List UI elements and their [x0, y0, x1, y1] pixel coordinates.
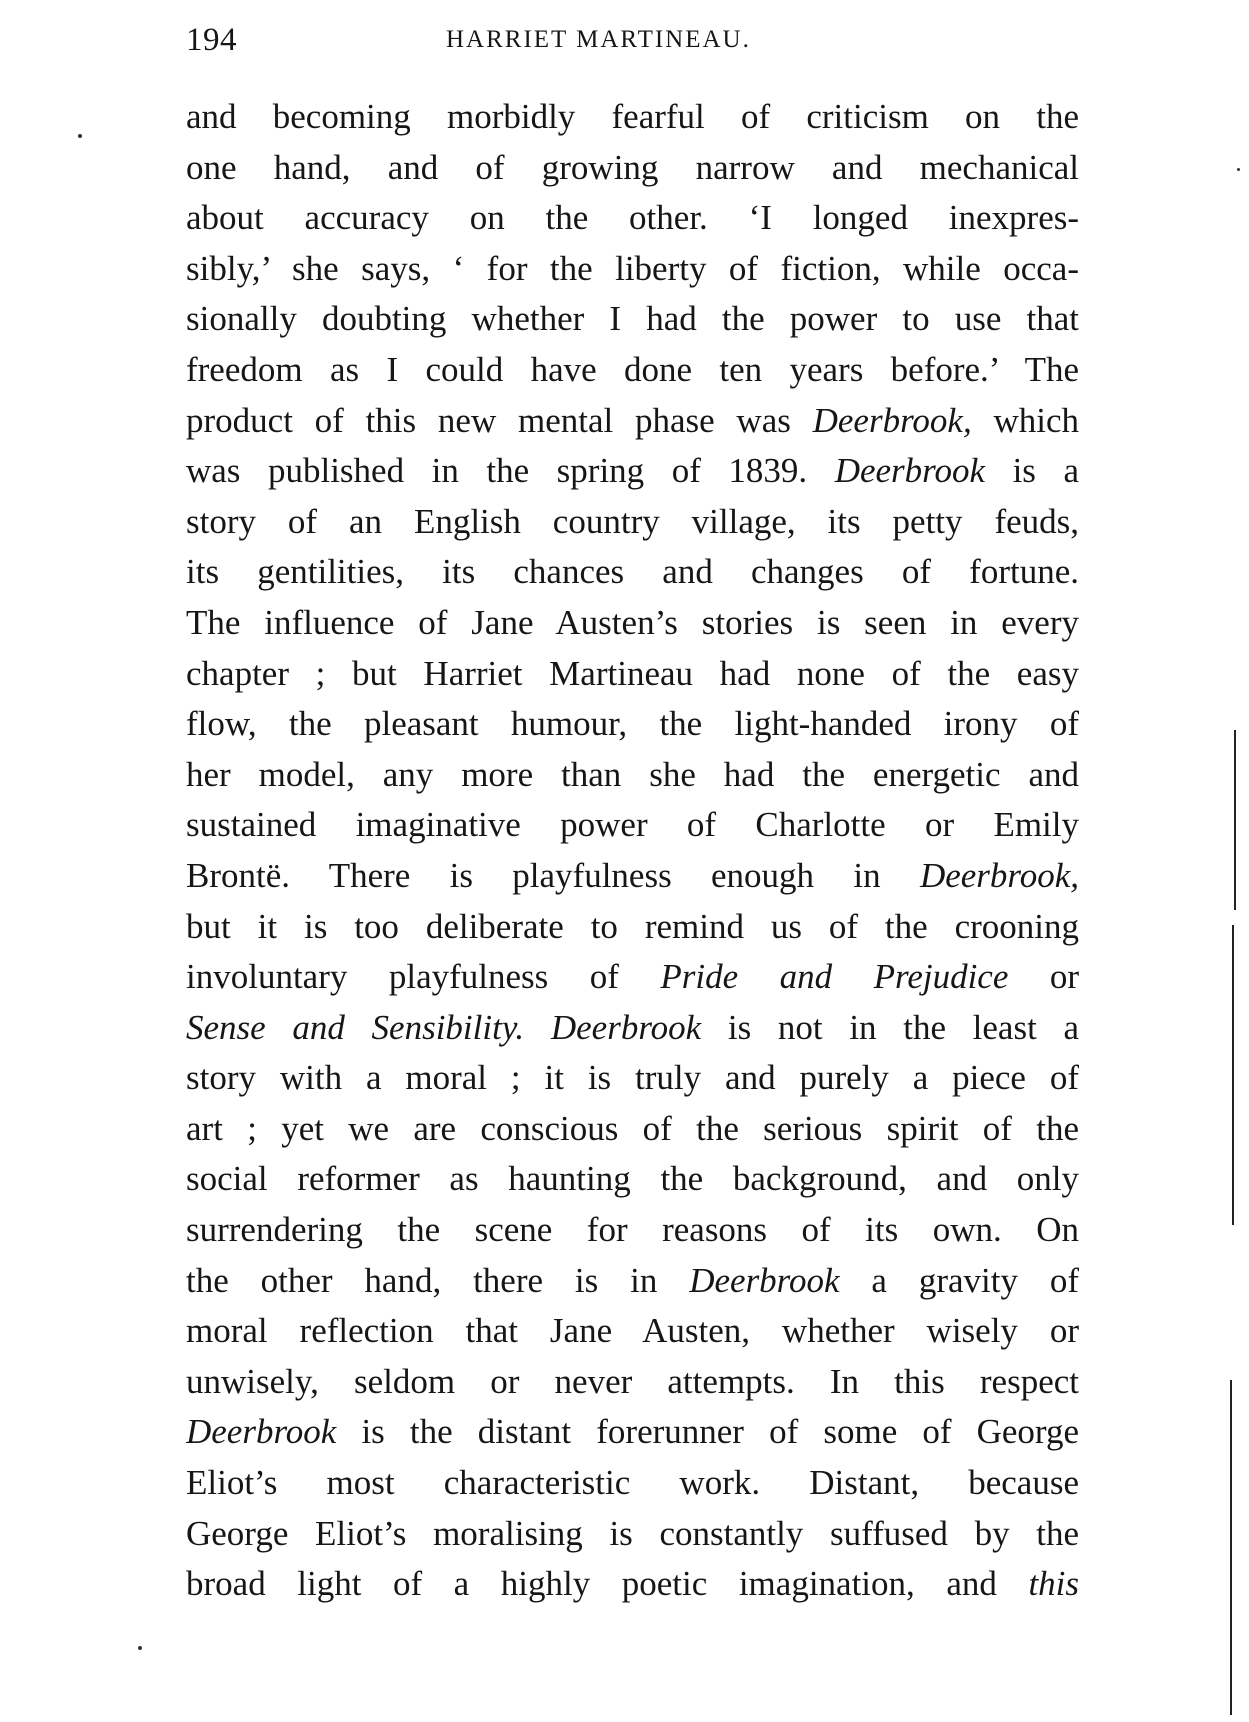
text-line: story with a moral ; it is truly and purely a piece of — [186, 1058, 1079, 1098]
text-line: moral reflection that Jane Austen, whether wisely or — [186, 1311, 1079, 1351]
scan-edge-mark — [1234, 730, 1236, 910]
text-line: one hand, and of growing narrow and mechanical — [186, 147, 1079, 187]
text-line: about accuracy on the other. ‘I longed inexpres- — [186, 198, 1079, 238]
text-line: her model, any more than she had the energetic and — [186, 754, 1079, 794]
text-line: Sense and Sensibility. Deerbrook is not in the least a — [186, 1007, 1079, 1047]
scan-edge-mark — [1230, 1380, 1232, 1715]
text-line: was published in the spring of 1839. Deerbrook is a — [186, 451, 1079, 491]
text-line: art ; yet we are conscious of the serious spirit of the — [186, 1108, 1079, 1148]
text-line: chapter ; but Harriet Martineau had none of the easy — [186, 653, 1079, 693]
text-line: and becoming morbidly fearful of criticism on the — [186, 97, 1079, 136]
text-line: but it is too deliberate to remind us of the crooning — [186, 906, 1079, 946]
text-line: the other hand, there is in Deerbrook a gravity of — [186, 1260, 1079, 1300]
text-line: surrendering the scene for reasons of its own. On — [186, 1210, 1079, 1250]
text-line: George Eliot’s moralising is constantly suffused by the — [186, 1513, 1079, 1553]
italic-word: this — [1028, 1564, 1079, 1604]
italic-title: Deerbrook — [186, 1412, 337, 1452]
page-number: 194 — [186, 22, 237, 58]
text-line: The influence of Jane Austen’s stories is seen in every — [186, 602, 1079, 642]
italic-title: Deerbrook, — [812, 400, 972, 440]
running-title: HARRIET MARTINEAU. — [446, 26, 751, 53]
text-line: freedom as I could have done ten years before.’ The — [186, 349, 1079, 389]
text-line: Deerbrook is the distant forerunner of some of George — [186, 1412, 1079, 1452]
scan-speck — [1237, 168, 1240, 171]
scan-edge-mark — [1232, 925, 1234, 1225]
text-line: Eliot’s most characteristic work. Distant, because — [186, 1463, 1079, 1503]
text-line: sibly,’ she says, ‘ for the liberty of fiction, while occa- — [186, 248, 1079, 288]
text-line: sionally doubting whether I had the power to use that — [186, 299, 1079, 339]
scan-speck — [138, 1646, 142, 1650]
text-line: product of this new mental phase was Deerbrook, which — [186, 400, 1079, 440]
text-line: unwisely, seldom or never attempts. In this respect — [186, 1361, 1079, 1401]
italic-title: Deerbrook, — [919, 855, 1079, 895]
text-line: sustained imaginative power of Charlotte or Emily — [186, 805, 1079, 845]
text-line: its gentilities, its chances and changes of fortune. — [186, 552, 1079, 592]
italic-title: Pride and Prejudice — [660, 957, 1009, 997]
scan-speck — [78, 134, 82, 138]
text-line: story of an English country village, its petty feuds, — [186, 501, 1079, 541]
text-line: social reformer as haunting the background, and only — [186, 1159, 1079, 1199]
italic-title: Deerbrook — [550, 1007, 702, 1047]
italic-title: Deerbrook — [834, 451, 986, 491]
italic-title: Deerbrook — [689, 1260, 840, 1300]
text-line: broad light of a highly poetic imagination, and this — [186, 1564, 1079, 1604]
text-line: flow, the pleasant humour, the light-handed irony of — [186, 704, 1079, 744]
running-head — [186, 22, 1076, 66]
text-line: involuntary playfulness of Pride and Prejudice or — [186, 957, 1079, 997]
text-line: Brontë. There is playfulness enough in Deerbrook, — [186, 855, 1079, 895]
body-text — [186, 92, 1079, 1610]
italic-title: Sense and Sensibility. — [186, 1007, 525, 1047]
